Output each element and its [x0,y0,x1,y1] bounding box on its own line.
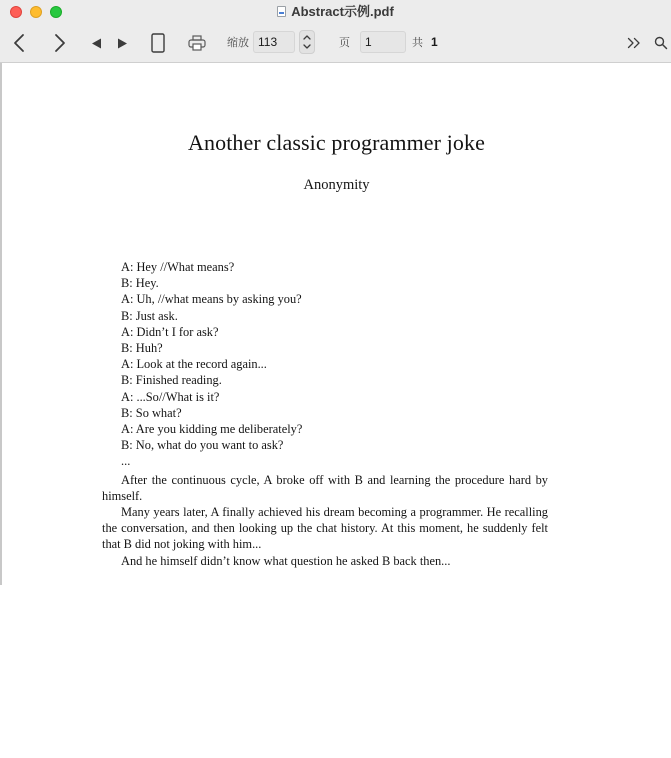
zoom-stepper-icon [300,31,314,53]
forward-icon [54,33,66,53]
dialogue-line: B: Hey. [121,276,159,291]
toolbar [0,24,671,63]
zoom-stepper[interactable] [299,30,315,54]
dialogue-line: A: ...So//What is it? [121,389,220,404]
dialogue-line: A: Uh, //what means by asking you? [121,292,302,307]
dialogue-line: B: Just ask. [121,308,178,323]
zoom-input[interactable] [253,31,295,53]
back-icon [13,33,25,53]
dialogue-line: B: No, what do you want to ask? [121,438,284,453]
window-title-text: Abstract示例.pdf [291,4,394,19]
window-title [0,3,671,21]
previous-page-button[interactable] [88,35,104,51]
single-page-view-icon [151,33,165,53]
dialogue-line: ... [121,454,131,469]
print-button[interactable] [187,34,207,52]
dialogue-line: B: Finished reading. [121,373,222,388]
document-viewport[interactable] [0,63,671,758]
dialogue-line: A: Hey //What means? [121,260,235,274]
dialogue-line: A: Look at the record again... [121,357,267,372]
single-page-view-button[interactable] [149,32,167,54]
search-icon [654,36,668,50]
dialogue-block [121,259,561,470]
more-icon [627,37,641,49]
body-paragraph: And he himself didn’t know what question he asked B back then... [121,554,451,568]
next-page-button[interactable] [114,35,130,51]
document-title: Another classic programmer joke [188,130,485,155]
zoom-label: 缩放 [227,37,249,49]
dialogue-line: B: So what? [121,405,182,420]
dialogue-line: B: Huh? [121,341,163,356]
body-paragraph: Many years later, A finally achieved his dream becoming a programmer. He recalling the conversation, and then looking up the chat history. At this moment, he suddenly felt that B did not joking with him... [102,505,548,552]
page-number-input[interactable] [360,31,406,53]
pdf-document-icon [277,6,286,17]
next-page-icon [117,38,128,49]
search-button[interactable] [653,35,669,51]
document-author: Anonymity [303,177,370,193]
total-pages-value: 1 [431,35,438,49]
total-pages-label: 共 [412,37,423,49]
body-paragraph: After the continuous cycle, A broke off with B and learning the procedure hard by himself. [102,473,548,504]
more-toolbar-items-button[interactable] [626,35,642,51]
previous-page-icon [91,38,102,49]
dialogue-line: A: Are you kidding me deliberately? [121,422,303,437]
pdf-page [2,63,671,758]
title-bar [0,0,671,24]
print-icon [188,35,206,51]
forward-button[interactable] [51,31,69,55]
page-label: 页 [339,37,350,49]
dialogue-line: A: Didn’t I for ask? [121,324,219,339]
back-button[interactable] [10,31,28,55]
